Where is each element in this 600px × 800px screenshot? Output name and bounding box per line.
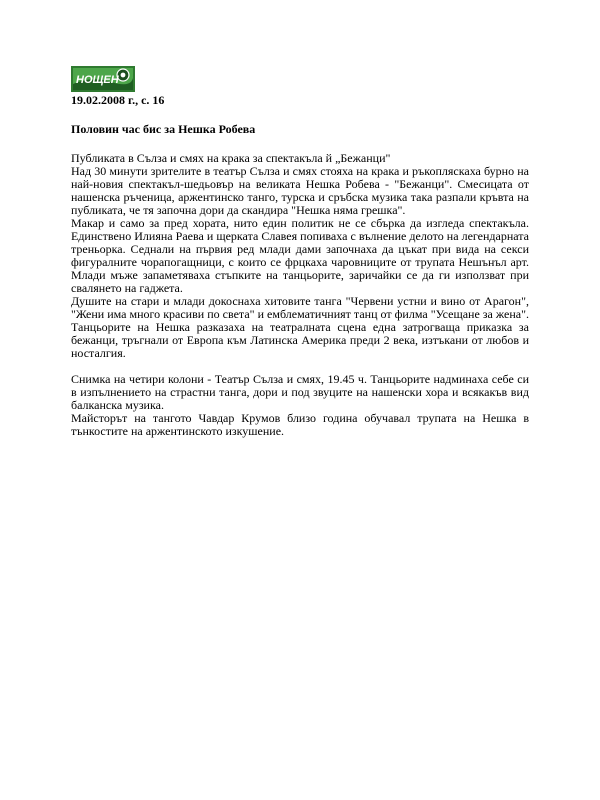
- article-paragraph: Макар и само за пред хората, нито един политик не се сбърка да изгледа спектакъла. Единствено Илияна Раева и щерката Славея попиваха с вълнение делото на легендарната треньорка. Седнали на първия ред млади дами започнаха да цъкат при вида на секси фигуралните чорапогащници, с които се фрцкаха чаровниците от трупата Нешънъл арт. Млади мъже запаметяваха стъпките на танцьорите, заричайки се да ги използват при свалянето на гаджета.: [71, 216, 529, 295]
- article-paragraph: Над 30 минути зрителите в театър Сълза и смях стояха на крака и ръкопляскаха бурно на най-новия спектакъл-шедьовър на великата Нешка Робева - "Бежанци". Смесицата от нашенска ръченица, аржентинско танго, турска и сръбска музика така разпали кръвта на публиката, че тя започна дори да скандира "Нешка няма грешка".: [71, 164, 529, 217]
- newspaper-logo: [71, 66, 135, 92]
- article-headline: Половин час бис за Нешка Робева: [71, 122, 256, 136]
- article-paragraph: Майсторът на тангото Чавдар Крумов близо година обучавал трупата на Нешка в тънкостите на аржентинското изкушение.: [71, 411, 529, 438]
- article-page: [71, 66, 529, 438]
- publication-date: 19.02.2008 г., с. 16: [71, 93, 165, 107]
- logo-text: НОЩЕН: [76, 74, 119, 86]
- article-paragraph: Душите на стари и млади докоснаха хитовите танга "Червени устни и вино от Арагон", "Жени има много красиви по света" и емблематичният танц от филма "Усещане за жена". Танцьорите на Нешка разказаха на театралната сцена една затрогваща приказка за бежанци, тръгнали от Европа към Латинска Америка преди 2 века, изтъкани от любов и носталгия.: [71, 294, 529, 360]
- photo-caption: Снимка на четири колони - Театър Сълза и смях, 19.45 ч. Танцьорите надминаха себе си в изпълнението на страстни танга, дори и под звуците на нашенски хора и всякакъв вид балканска музика.: [71, 372, 529, 412]
- article-lead: Публиката в Сълза и смях на крака за спектакъла й „Бежанци": [71, 151, 391, 165]
